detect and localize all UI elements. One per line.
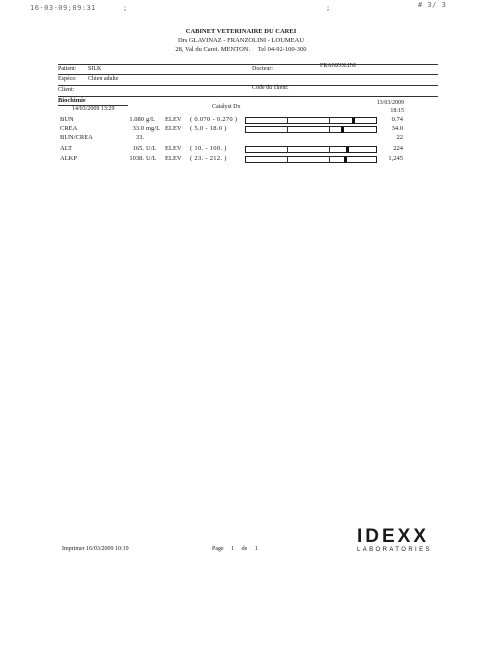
result-range-bar <box>245 156 377 163</box>
species-label: Espèce: <box>58 76 77 82</box>
species-rule <box>58 85 438 86</box>
range-bar-marker <box>352 118 355 124</box>
page-current: 1 <box>231 546 235 552</box>
result-test-name: CREA <box>60 125 78 132</box>
result-value: 33. <box>135 134 144 141</box>
result-flag: ELEV <box>165 116 182 123</box>
section-title: Biochimie <box>58 97 86 104</box>
range-bar-tick <box>287 117 288 124</box>
previous-time: 18:15 <box>390 108 404 114</box>
patient-label: Patient: <box>58 66 77 72</box>
idexx-logo: IDEXX <box>357 526 430 547</box>
range-bar-marker <box>346 147 349 153</box>
clinic-name: CABINET VETERINAIRE DU CAREI <box>185 28 297 35</box>
patient-rule <box>58 74 438 75</box>
print-timestamp: Imprimer 16/03/2009 10:19 <box>62 546 129 552</box>
fax-timestamp: 16-03-09;09:31 <box>30 4 97 12</box>
page-total: 1 <box>254 546 258 552</box>
analyzer-name: Catalyst Dx <box>212 104 241 110</box>
fax-page-number: # 3/ 3 <box>418 1 447 9</box>
top-rule <box>58 64 438 65</box>
result-reference-range: ( 23. - 212. ) <box>190 155 227 162</box>
clinic-doctors: Drs GLAVINAZ - FRANZOLINI - LOUMEAU <box>177 37 305 44</box>
result-test-name: BUN/CREA <box>60 134 93 141</box>
result-range-bar <box>245 146 377 153</box>
result-value: 165. <box>132 145 144 152</box>
patient-name: SILK <box>88 66 102 72</box>
range-bar-tick <box>329 146 330 153</box>
result-reference-range: ( 5.0 - 18.0 ) <box>190 125 227 132</box>
range-bar-tick <box>329 126 330 133</box>
doctor-name: FRANZOLINI <box>320 63 356 69</box>
result-unit: mg/L <box>146 125 161 132</box>
range-bar-tick <box>329 117 330 124</box>
result-test-name: ALKP <box>60 155 77 162</box>
result-previous-value: 34.0 <box>391 125 403 132</box>
result-previous-value: 224 <box>393 145 403 152</box>
result-reference-range: ( 10. - 100. ) <box>190 145 227 152</box>
result-previous-value: 0.74 <box>391 116 403 123</box>
result-unit: g/L <box>146 116 156 123</box>
range-bar-tick <box>287 146 288 153</box>
range-bar-tick <box>287 126 288 133</box>
range-bar-marker <box>341 127 344 133</box>
result-flag: ELEV <box>165 145 182 152</box>
result-test-name: BUN <box>60 116 74 123</box>
result-range-bar <box>245 126 377 133</box>
result-range-bar <box>245 117 377 124</box>
previous-date: 13/03/2009 <box>376 100 404 106</box>
client-code-label: Code du client: <box>252 85 289 91</box>
page-of: de <box>241 546 248 552</box>
clinic-address-line <box>0 46 482 53</box>
clinic-address: 28, Val du Carei. MENTON. <box>175 46 251 53</box>
clinic-phone: Tel 04-92-100-300 <box>257 46 307 53</box>
result-unit: U/L <box>146 155 157 162</box>
idexx-logo-subtitle: LABORATORIES <box>357 547 432 553</box>
result-value: 1.080 <box>129 116 144 123</box>
client-label: Client: <box>58 87 75 93</box>
result-reference-range: ( 0.070 - 0.270 ) <box>190 116 238 123</box>
result-value: 33.0 <box>132 125 144 132</box>
result-flag: ELEV <box>165 125 182 132</box>
result-test-name: ALT <box>60 145 73 152</box>
result-previous-value: 22 <box>396 134 403 141</box>
result-previous-value: 1,245 <box>388 155 403 162</box>
range-bar-marker <box>344 157 347 163</box>
range-bar-tick <box>287 156 288 163</box>
result-unit: U/L <box>146 145 157 152</box>
range-bar-tick <box>329 156 330 163</box>
section-rule <box>58 105 128 106</box>
client-rule <box>58 96 438 97</box>
fax-separator: ; <box>123 4 128 12</box>
page-indicator <box>212 546 258 552</box>
species-value: Chien adulte <box>88 76 119 82</box>
doctor-label: Docteur: <box>252 66 273 72</box>
result-flag: ELEV <box>165 155 182 162</box>
section-date: 14/03/2009 13:29 <box>72 106 115 112</box>
result-value: 1038. <box>129 155 144 162</box>
fax-separator-2: ; <box>326 4 331 12</box>
page-label: Page <box>212 546 224 552</box>
